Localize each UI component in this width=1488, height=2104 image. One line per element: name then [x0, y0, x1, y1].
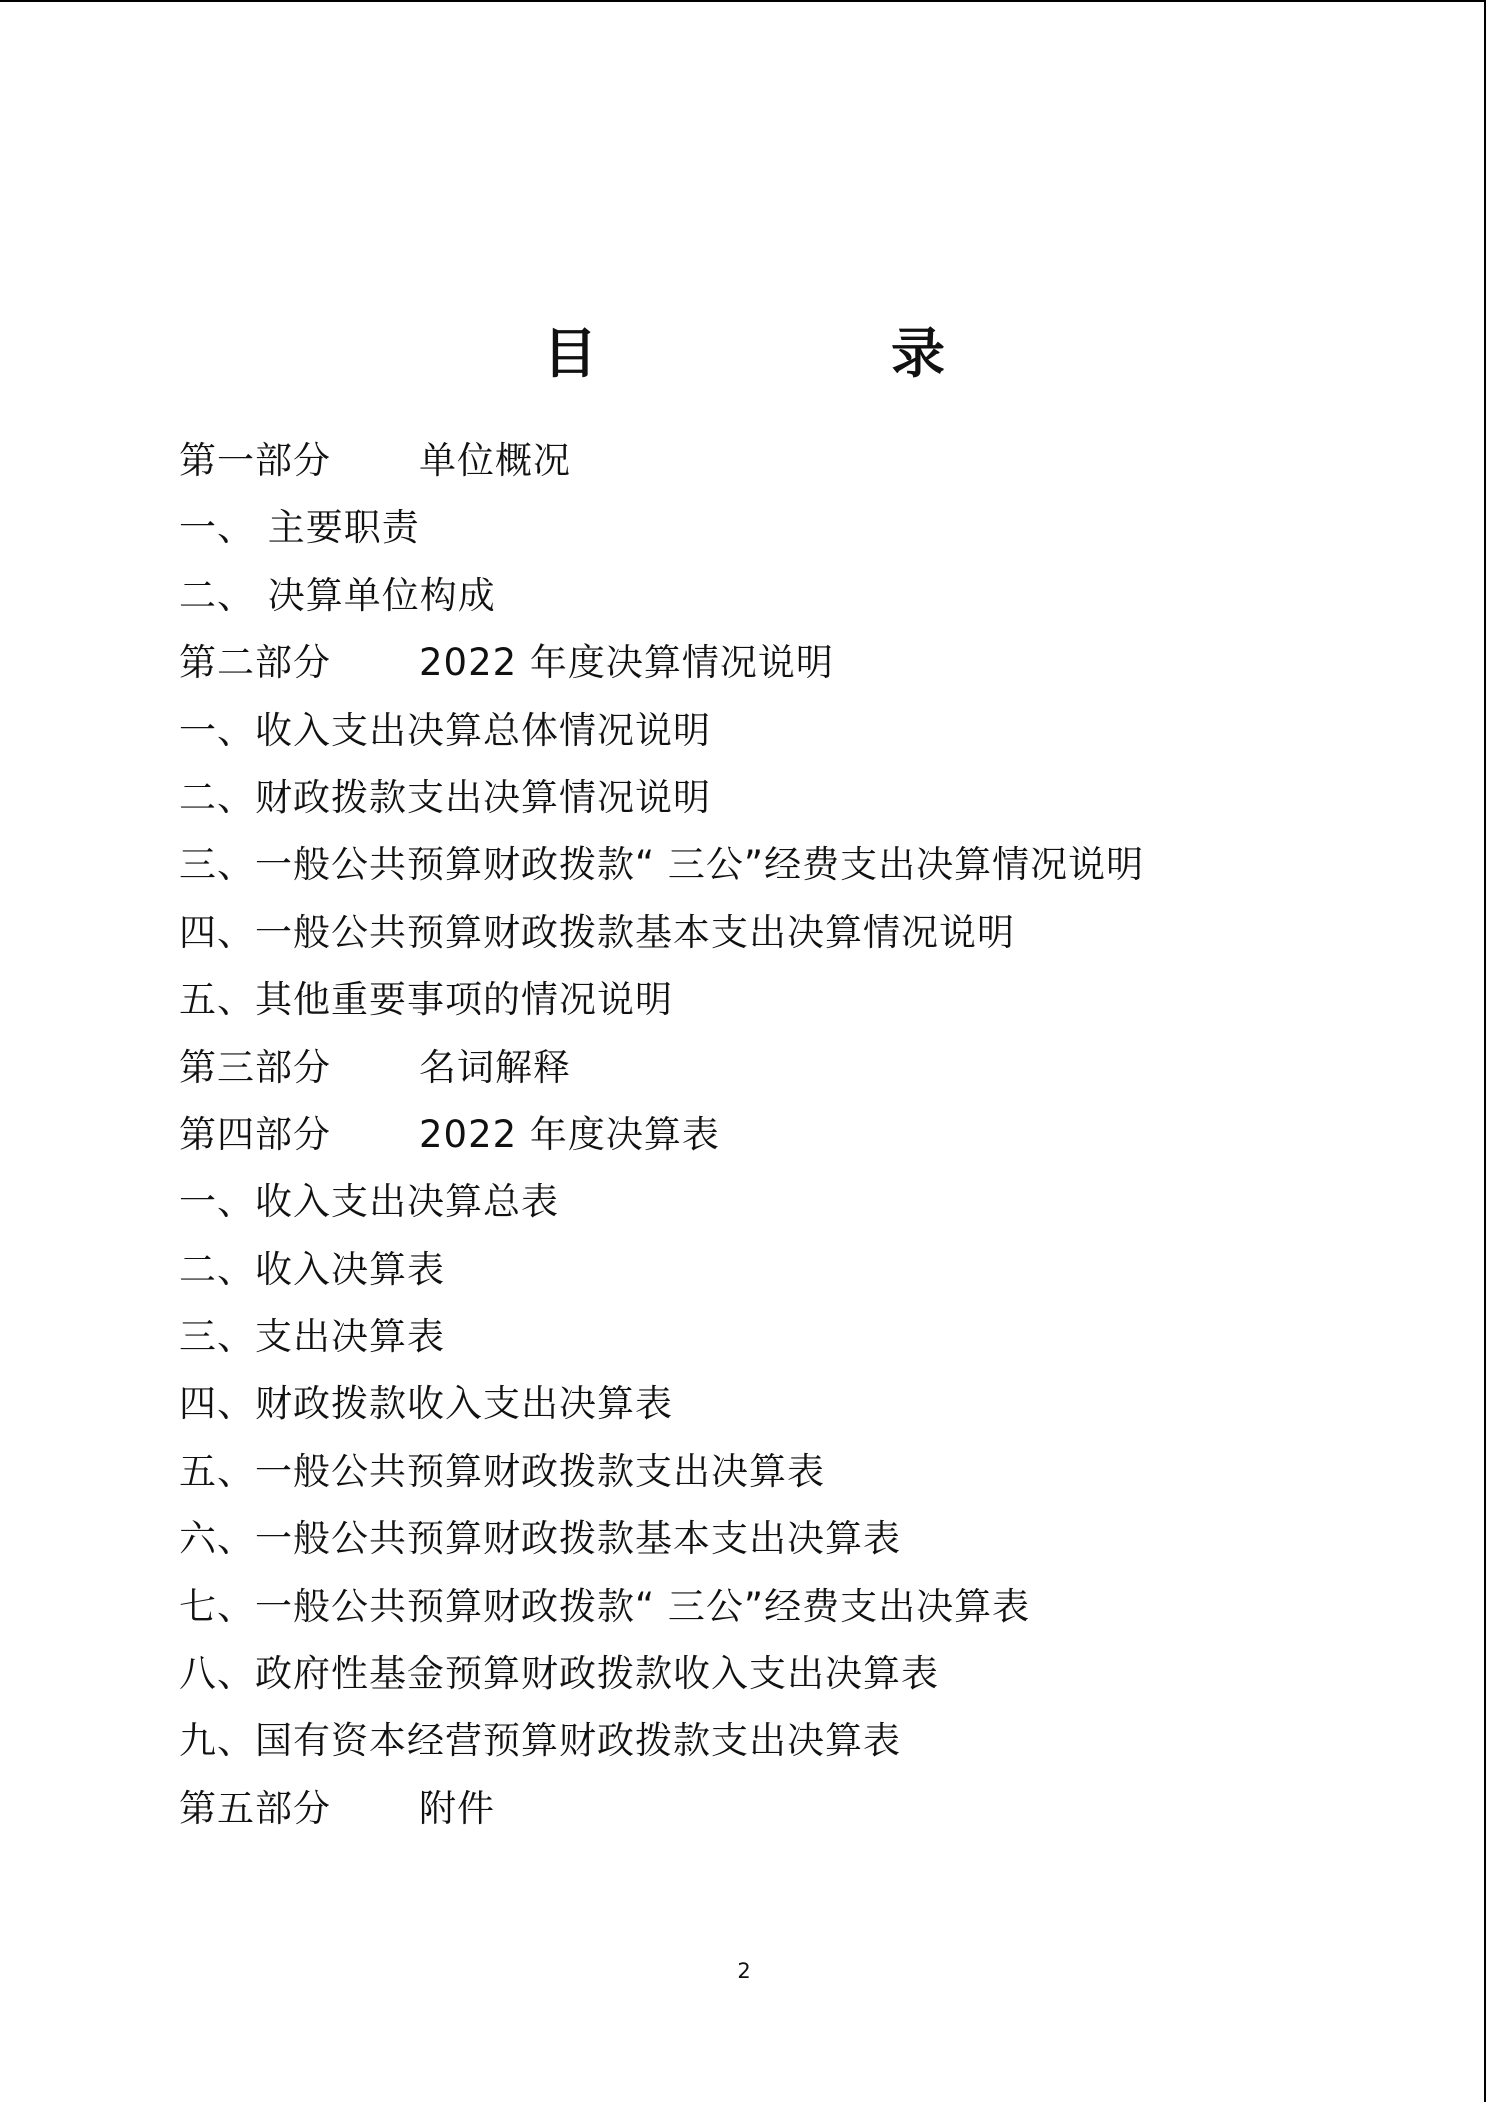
- toc-part-3: [179, 1034, 1329, 1101]
- toc-item: [179, 1573, 1329, 1640]
- toc-item: [179, 1640, 1329, 1707]
- toc-part-title: 2022 年度决算情况说明: [419, 641, 834, 685]
- toc-item-text: 九、国有资本经营预算财政拨款支出决算表: [179, 1719, 901, 1763]
- toc-item: [179, 1370, 1329, 1437]
- toc-item-text: 二、收入决算表: [179, 1247, 445, 1291]
- toc-item: [179, 494, 1329, 561]
- toc-item-text: 八、政府性基金预算财政拨款收入支出决算表: [179, 1652, 939, 1696]
- toc-item: [179, 697, 1329, 764]
- toc-item-text: 二、财政拨款支出决算情况说明: [179, 775, 711, 819]
- toc-item: [179, 1505, 1329, 1572]
- toc-part-title: 单位概况: [419, 439, 571, 482]
- toc-item: [179, 1303, 1329, 1370]
- toc-item: [179, 831, 1329, 898]
- toc-item-text: 五、一般公共预算财政拨款支出决算表: [179, 1449, 825, 1493]
- toc-part-title: 名词解释: [419, 1045, 571, 1089]
- toc-item: [179, 1707, 1329, 1774]
- toc-item: [179, 1438, 1329, 1505]
- toc-item-text: 四、财政拨款收入支出决算表: [179, 1382, 673, 1426]
- toc-item-text: 五、其他重要事项的情况说明: [179, 978, 673, 1022]
- toc-item-text: 一、收入支出决算总表: [179, 1180, 559, 1224]
- toc-item-text: 六、一般公共预算财政拨款基本支出决算表: [179, 1517, 901, 1561]
- toc-part-5: [179, 1775, 1329, 1842]
- toc-item: [179, 562, 1329, 629]
- page-number: 2: [737, 1959, 751, 1983]
- toc-part-2: [179, 629, 1329, 696]
- toc-item-text: 一、 主要职责: [179, 506, 420, 550]
- toc-item: [179, 1236, 1329, 1303]
- toc-part-4: [179, 1101, 1329, 1168]
- toc-item: [179, 966, 1329, 1033]
- table-of-contents: [179, 427, 1329, 1842]
- toc-part-label: 第二部分: [179, 641, 331, 685]
- toc-part-title: 附件: [419, 1786, 495, 1830]
- toc-part-label: 第五部分: [179, 1786, 331, 1830]
- toc-item: [179, 899, 1329, 966]
- toc-item-text: 一、收入支出决算总体情况说明: [179, 708, 711, 752]
- toc-part-1: [179, 427, 1329, 494]
- document-title: 目 录: [543, 321, 1065, 386]
- toc-item-text: 三、一般公共预算财政拨款“ 三公”经费支出决算情况说明: [179, 843, 1145, 887]
- toc-item: [179, 764, 1329, 831]
- toc-item-text: 四、一般公共预算财政拨款基本支出决算情况说明: [179, 910, 1015, 954]
- toc-item-text: 三、支出决算表: [179, 1315, 445, 1359]
- toc-part-label: 第四部分: [179, 1112, 331, 1156]
- toc-part-label: 第三部分: [179, 1045, 331, 1089]
- toc-item-text: 二、 决算单位构成: [179, 573, 496, 617]
- toc-part-title: 2022 年度决算表: [419, 1112, 720, 1156]
- toc-part-label: 第一部分: [179, 439, 331, 482]
- toc-item: [179, 1168, 1329, 1235]
- toc-item-text: 七、一般公共预算财政拨款“ 三公”经费支出决算表: [179, 1584, 1031, 1628]
